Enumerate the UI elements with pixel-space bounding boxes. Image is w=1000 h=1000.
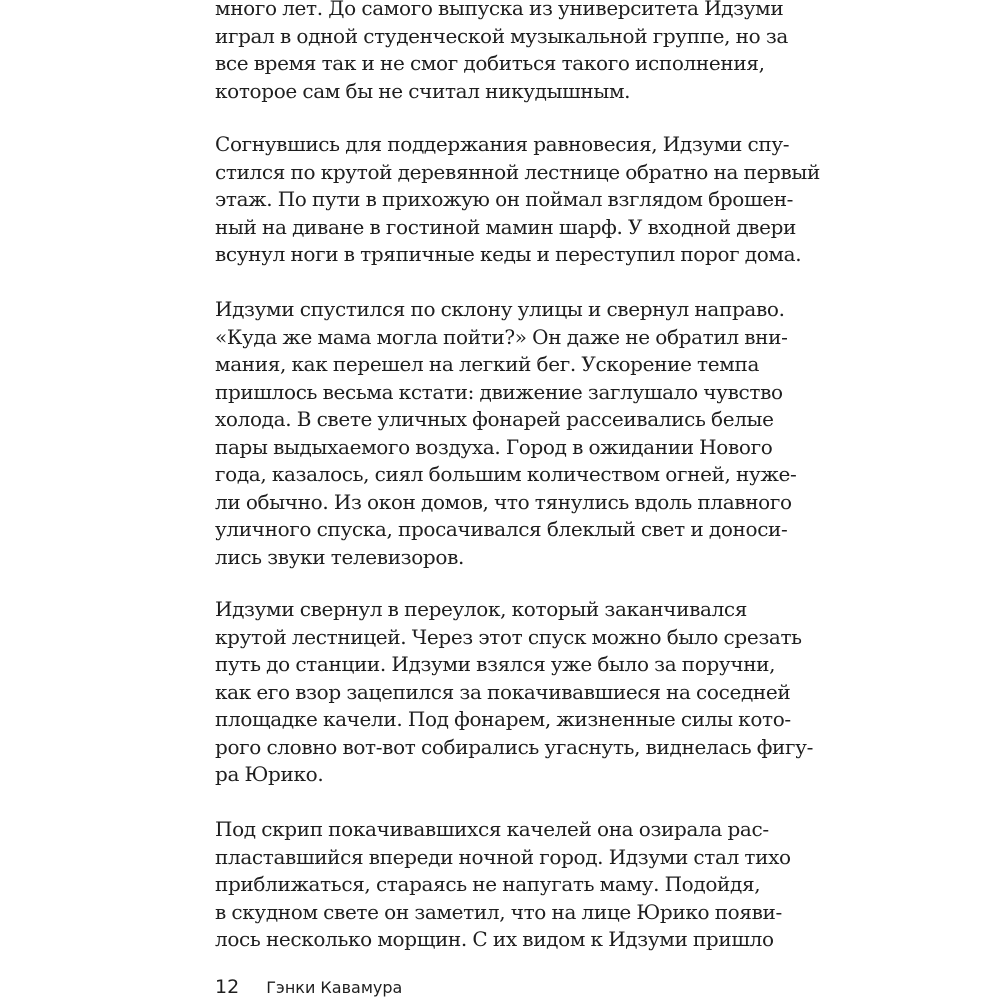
text-line: ра Юрико. — [215, 762, 324, 786]
text-line: этаж. По пути в прихожую он поймал взглядом брошен- — [215, 187, 794, 211]
text-line: «Куда же мама могла пойти?» Он даже не обратил вни- — [215, 324, 788, 349]
text-line: Под скрип покачивавшихся качелей она озирала рас- — [215, 817, 769, 841]
text-line: как его взор зацепился за покачивавшиеся на соседней — [215, 679, 791, 704]
page-number: 12 — [215, 976, 240, 998]
paragraph-2 — [215, 131, 820, 269]
running-head-author: Гэнки Кавамура — [266, 978, 403, 997]
text-line: пришлось весьма кстати: движение заглушало чувство — [215, 379, 783, 404]
text-line: рого словно вот-вот собирались угаснуть, виднелась фигу- — [215, 734, 813, 759]
text-line: много лет. До самого выпуска из университета Идзуми — [215, 0, 784, 20]
text-line: пары выдыхаемого воздуха. Город в ожидании Нового — [215, 434, 773, 459]
paragraph-5 — [215, 816, 791, 954]
text-line: лись звуки телевизоров. — [215, 544, 464, 569]
text-line: крутой лестницей. Через этот спуск можно было срезать — [215, 624, 802, 649]
text-line: площадке качели. Под фонарем, жизненные силы кото- — [215, 707, 791, 731]
text-line: Идзуми спустился по склону улицы и свернул направо. — [215, 297, 785, 321]
text-line: холода. В свете уличных фонарей рассеивались белые — [215, 407, 774, 431]
text-line: пластавшийся впереди ночной город. Идзуми стал тихо — [215, 844, 791, 869]
text-line: ли обычно. Из окон домов, что тянулись вдоль плавного — [215, 489, 792, 514]
paragraph-4 — [215, 596, 813, 789]
text-line: которое сам бы не считал никудышным. — [215, 78, 631, 103]
paragraph-3 — [215, 296, 796, 571]
text-line: Идзуми свернул в переулок, который заканчивался — [215, 597, 748, 621]
page-footer — [215, 976, 402, 998]
text-line: лось несколько морщин. С их видом к Идзуми пришло — [215, 927, 774, 951]
text-line: ный на диване в гостиной мамин шарф. У входной двери — [215, 214, 797, 239]
text-line: Согнувшись для поддержания равновесия, Идзуми спу- — [215, 132, 790, 156]
text-line: всунул ноги в тряпичные кеды и переступил порог дома. — [215, 242, 802, 266]
text-line: приближаться, стараясь не напугать маму. Подойдя, — [215, 872, 761, 896]
text-line: в скудном свете он заметил, что на лице Юрико появи- — [215, 899, 782, 924]
text-line: мания, как перешел на легкий бег. Ускорение темпа — [215, 352, 760, 376]
text-line: все время так и не смог добиться такого исполнения, — [215, 51, 765, 75]
paragraph-1 — [215, 0, 788, 105]
text-line: года, казалось, сиял большим количеством огней, нуже- — [215, 462, 797, 486]
text-line: играл в одной студенческой музыкальной группе, но за — [215, 23, 788, 48]
text-line: уличного спуска, просачивался блеклый свет и доноси- — [215, 517, 788, 541]
text-line: путь до станции. Идзуми взялся уже было за поручни, — [215, 652, 776, 676]
text-line: стился по крутой деревянной лестнице обратно на первый — [215, 159, 820, 184]
